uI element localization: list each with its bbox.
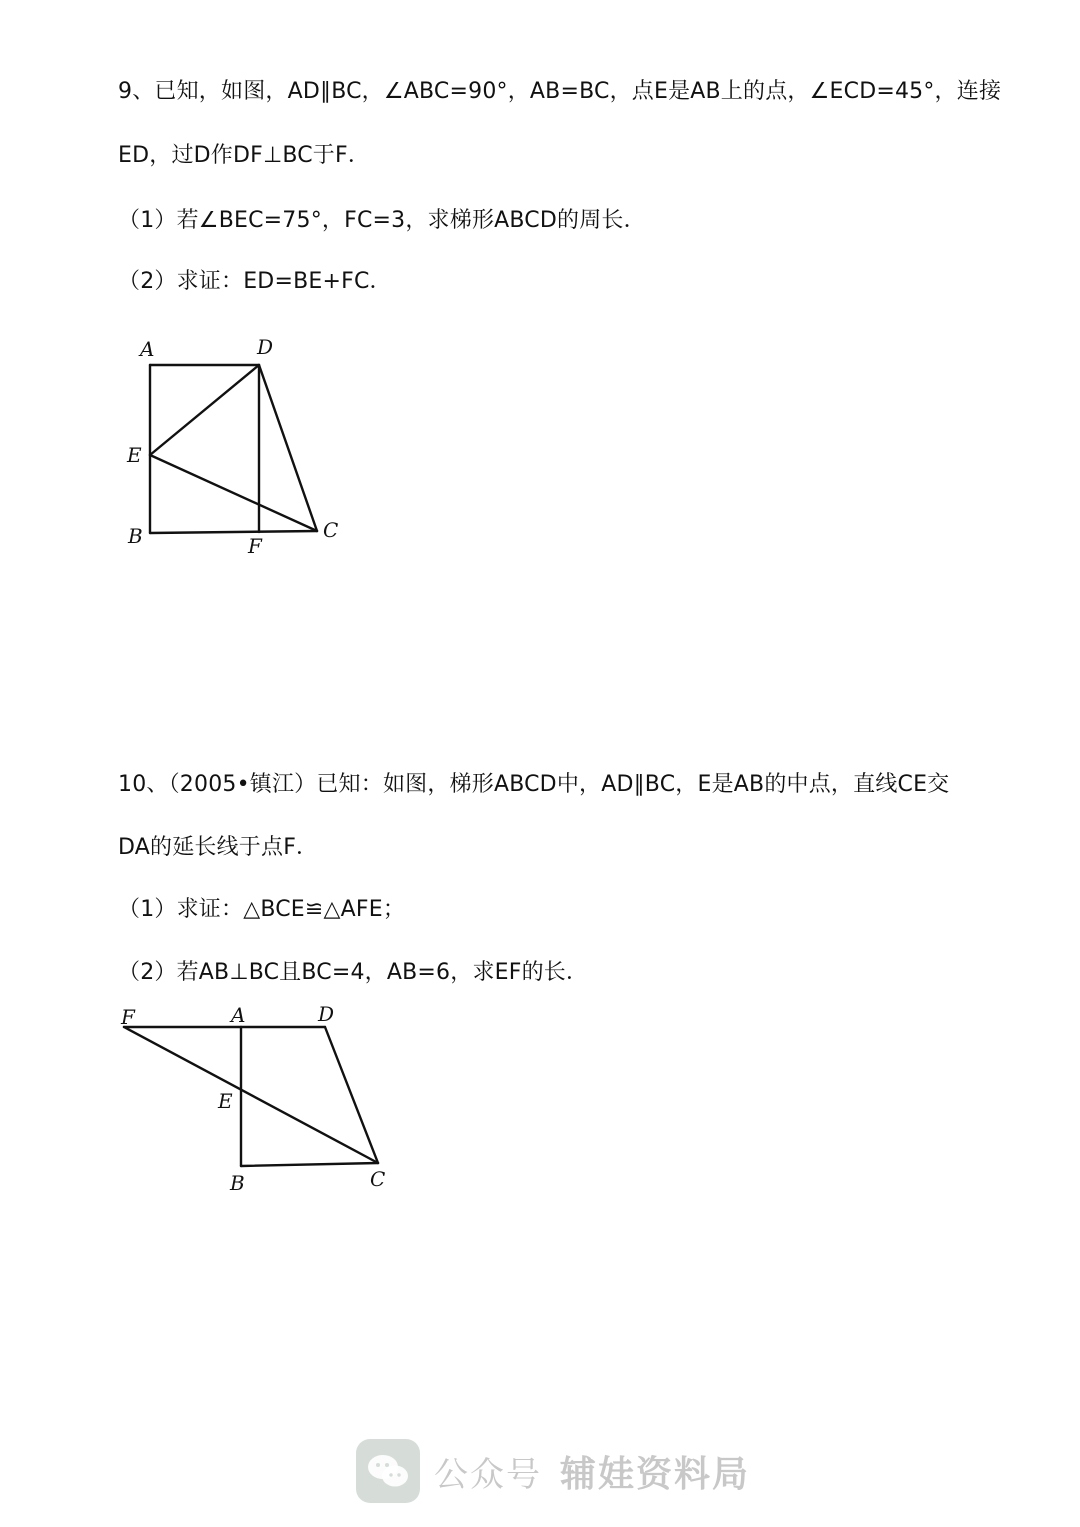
label-E: E <box>127 443 142 467</box>
label-A: A <box>140 337 155 361</box>
problem10-statement-line1: 10、（2005•镇江）已知：如图，梯形ABCD中，AD∥BC，E是AB的中点，直线CE交 <box>118 772 950 797</box>
label-A: A <box>231 1003 246 1027</box>
segment-BC <box>241 1163 378 1166</box>
label-F: F <box>248 534 262 558</box>
label-D: D <box>257 335 274 359</box>
problem9-part2: （2）求证：ED=BE+FC． <box>118 269 392 294</box>
wechat-icon <box>356 1439 420 1503</box>
watermark <box>356 1437 750 1505</box>
label-E: E <box>218 1089 233 1113</box>
segment-DC <box>325 1027 378 1163</box>
segment-FC <box>124 1027 378 1163</box>
label-C: C <box>323 518 339 542</box>
watermark-text <box>434 1446 750 1497</box>
problem9-part1: （1）若∠BEC=75°，FC=3，求梯形ABCD的周长． <box>118 208 646 233</box>
label-F: F <box>121 1005 135 1029</box>
label-C: C <box>370 1167 386 1191</box>
watermark-prefix: 公众号 <box>434 1454 542 1495</box>
problem10-statement-line2: DA的延长线于点F． <box>118 835 319 860</box>
label-B: B <box>128 524 143 548</box>
problem10-part2: （2）若AB⊥BC且BC=4，AB=6，求EF的长． <box>118 960 589 985</box>
label-B: B <box>230 1171 245 1195</box>
problem9-statement-line2: ED，过D作DF⊥BC于F． <box>118 143 371 168</box>
problem10-part1: （1）求证：△BCE≌△AFE； <box>118 897 406 922</box>
problem9-statement-line1: 9、已知，如图，AD∥BC，∠ABC=90°，AB=BC，点E是AB上的点，∠ECD=45°，连接 <box>118 79 1002 104</box>
label-D: D <box>318 1002 335 1026</box>
watermark-name: 辅娃资料局 <box>560 1453 751 1495</box>
